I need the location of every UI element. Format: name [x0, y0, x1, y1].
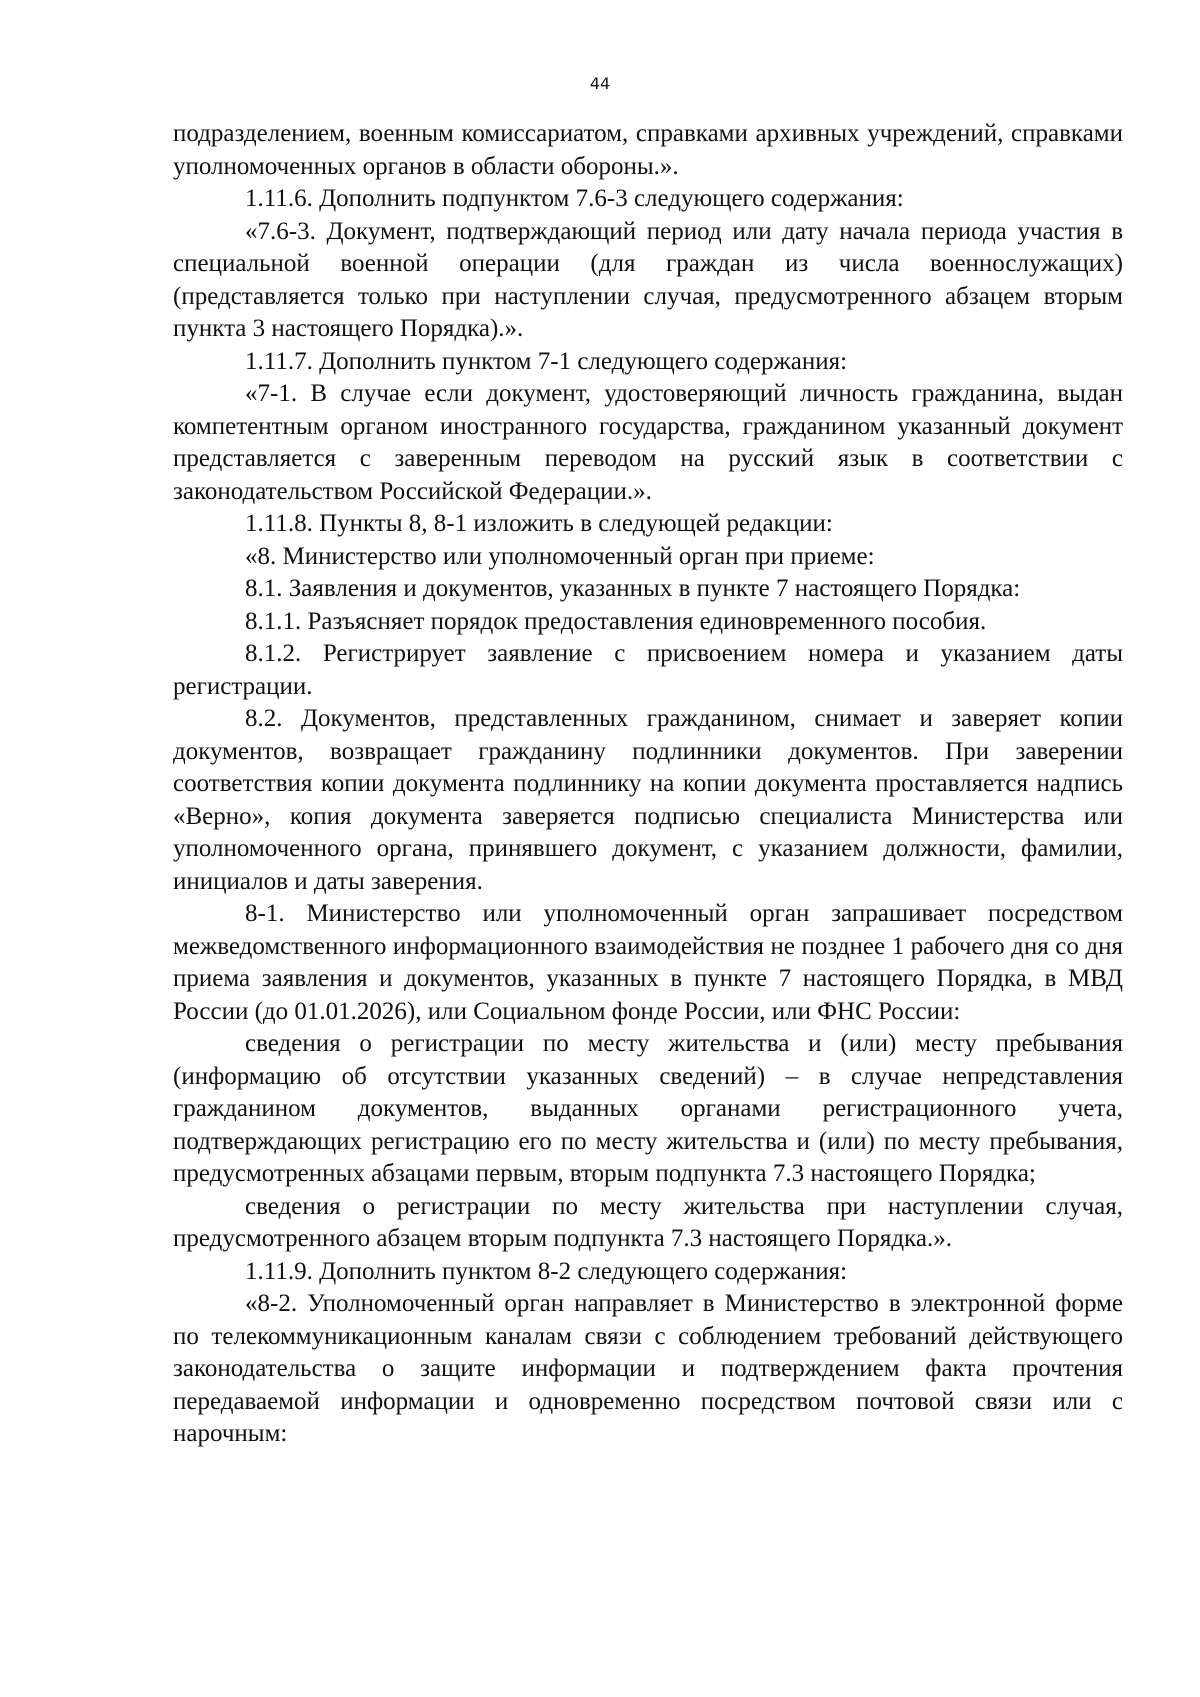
paragraph-8: «8. Министерство или уполномоченный орган при приеме:: [245, 542, 875, 570]
paragraph-1-11-6: 1.11.6. Дополнить подпунктом 7.6-3 следующего содержания:: [245, 185, 904, 212]
paragraph-8-2: 8.2. Документов, представленных гражданином, снимает и заверяет копии документов, возвращает гражданину подлинники документов. При заверении соответствия копии документа подлиннику на копии документа проставляется надпись «Верно», копия документа заверяется подписью специалиста Министерства или уполномоченного органа, принявшего документ, с указанием должности, фамилии, инициалов и даты заверения.: [173, 705, 1123, 895]
paragraph-registration-case: сведения о регистрации по месту жительства при наступлении случая, предусмотренного абзацем вторым подпункта 7.3 настоящего Порядка.».: [173, 1192, 1123, 1252]
paragraph-1-11-7: 1.11.7. Дополнить пунктом 7-1 следующего содержания:: [245, 347, 848, 375]
paragraph-1-11-8: 1.11.8. Пункты 8, 8-1 изложить в следующей редакции:: [245, 510, 833, 537]
paragraph-7-6-3: «7.6-3. Документ, подтверждающий период или дату начала периода участия в специальной военной операции (для граждан из числа военнослужащих) (представляется только при наступлении случая, предусмотренного абзацем вторым пункта 3 настоящего Порядка).».: [173, 217, 1123, 342]
paragraph-7-1: «7-1. В случае если документ, удостоверяющий личность гражданина, выдан компетентным органом иностранного государства, гражданином указанный документ представляется с заверенным переводом на русский язык в соответствии с законодательством Российской Федерации.».: [173, 380, 1123, 505]
paragraph-8-1-1: 8.1.1. Разъясняет порядок предоставления единовременного пособия.: [245, 607, 987, 635]
page-number: 44: [589, 74, 611, 93]
paragraph-8-dash-2: «8-2. Уполномоченный орган направляет в Министерство в электронной форме по телекоммуникационным каналам связи с соблюдением требований действующего законодательства о защите информации и подтверждением факта прочтения передаваемой информации и одновременно посредством почтовой связи или с нарочным:: [173, 1290, 1123, 1447]
paragraph-8-dash-1: 8-1. Министерство или уполномоченный орган запрашивает посредством межведомственного информационного взаимодействия не позднее 1 рабочего дня со дня приема заявления и документов, указанных в пункте 7 настоящего Порядка, в МВД России (до 01.01.2026), или Социальном фонде России, или ФНС России:: [173, 900, 1123, 1025]
paragraph-8-1: 8.1. Заявления и документов, указанных в пункте 7 настоящего Порядка:: [245, 575, 1021, 602]
paragraph-registration-info: сведения о регистрации по месту жительства и (или) месту пребывания (информацию об отсутствии указанных сведений) – в случае непредставления гражданином документов, выданных органами регистрационного учета, подтверждающих регистрацию его по месту жительства и (или) по месту пребывания, предусмотренных абзацами первым, вторым подпункта 7.3 настоящего Порядка;: [173, 1030, 1123, 1187]
paragraph-continuation: подразделением, военным комиссариатом, справками архивных учреждений, справками уполномоченных органов в области обороны.».: [173, 120, 1123, 180]
paragraph-8-1-2: 8.1.2. Регистрирует заявление с присвоением номера и указанием даты регистрации.: [173, 640, 1123, 700]
document-body: [173, 118, 1123, 1451]
paragraph-1-11-9: 1.11.9. Дополнить пунктом 8-2 следующего содержания:: [245, 1257, 848, 1285]
